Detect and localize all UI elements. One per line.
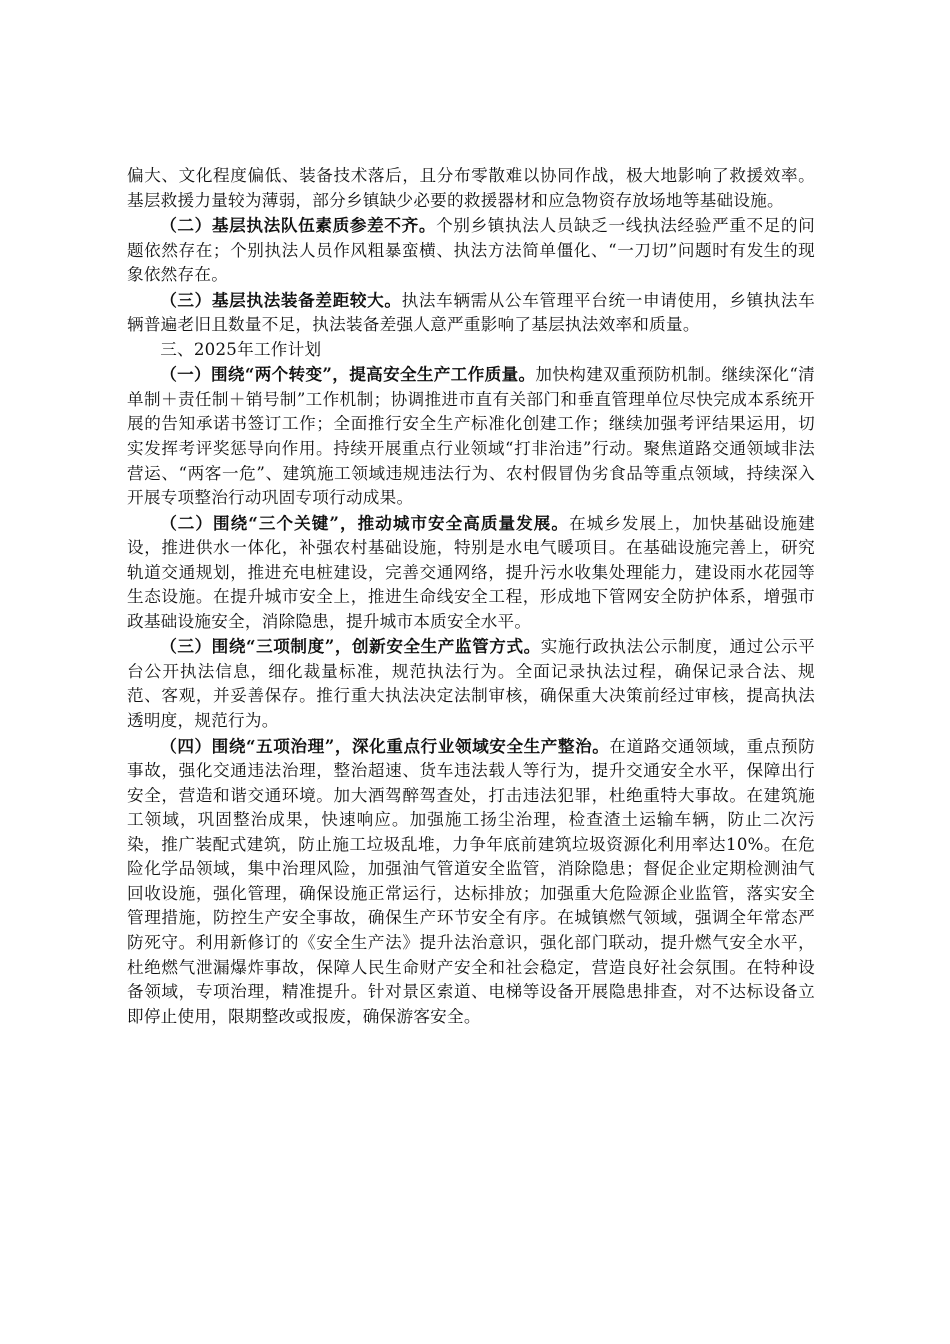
paragraph-plan-1 bbox=[127, 362, 815, 510]
paragraph-continued: 偏大、文化程度偏低、装备技术落后，且分布零散难以协同作战，极大地影响了救援效率。基层救援力量较为薄弱，部分乡镇缺少必要的救援器材和应急物资存放场地等基础设施。 bbox=[127, 166, 815, 210]
document-page bbox=[127, 164, 815, 1029]
paragraph-lead: （三）基层执法装备差距较大。 bbox=[160, 289, 402, 310]
paragraph-lead: （一）围绕“两个转变”，提高安全生产工作质量。 bbox=[160, 364, 536, 385]
section-heading-work-plan: 三、2025年工作计划 bbox=[160, 339, 322, 359]
paragraph-lead: （三）围绕“三项制度”，创新安全生产监管方式。 bbox=[160, 636, 541, 657]
paragraph-plan-2 bbox=[127, 511, 815, 635]
paragraph-body: 在道路交通领域，重点预防事故，强化交通违法治理，整治超速、货车违法载人等行为，提升交通安全水平，保障出行安全，营造和谐交通环境。加大酒驾醉驾查处，打击违法犯罪，杜绝重特大事故。在建筑施工领域，巩固整治成果，快速响应。加强施工扬尘治理，检查渣土运输车辆，防止二次污染，推广装配式建筑，防止施工垃圾乱堆，力争年底前建筑垃圾资源化利用率达10%。在危险化学品领域，集中治理风险，加强油气管道安全监管，消除隐患；督促企业定期检测油气回收设施，强化管理，确保设施正常运行，达标排放；加强重大危险源企业监管，落实安全管理措施，防控生产安全事故，确保生产环节安全有序。在城镇燃气领域，强调全年常态严防死守。利用新修订的《安全生产法》提升法治意识，强化部门联动，提升燃气安全水平，杜绝燃气泄漏爆炸事故，保障人民生命财产安全和社会稳定，营造良好社会氛围。在特种设备领域，专项治理，精准提升。针对景区索道、电梯等设备开展隐患排查，对不达标设备立即停止使用，限期整改或报废，确保游客安全。 bbox=[127, 736, 816, 1026]
paragraph-lead: （二）基层执法队伍素质参差不齐。 bbox=[160, 215, 437, 236]
paragraph-body: 执法车辆需从公车管理平台统一申请使用，乡镇执法车辆普遍老旧且数量不足，执法装备差强人意严重影响了基层执法效率和质量。 bbox=[127, 290, 816, 335]
paragraph-lead: （二）围绕“三个关键”，推动城市安全高质量发展。 bbox=[160, 512, 570, 533]
paragraph-body: 实施行政执法公示制度，通过公示平台公开执法信息，细化裁量标准，规范执法行为。全面记录执法过程，确保记录合法、规范、客观，并妥善保存。推行重大执法决定法制审核，确保重大决策前经过审核，提高执法透明度，规范行为。 bbox=[127, 637, 816, 731]
paragraph-body: 加快构建双重预防机制。继续深化“清单制＋责任制＋销号制”工作机制；协调推进市直有关部门和垂直管理单位尽快完成本系统开展的告知承诺书签订工作；全面推行安全生产标准化创建工作；继续加强考评结果运用，切实发挥考评奖惩导向作用。持续开展重点行业领域“打非治违”行动。聚焦道路交通领域非法营运、“两客一危”、建筑施工领域违规违法行为、农村假冒伪劣食品等重点领域，持续深入开展专项整治行动巩固专项行动成果。 bbox=[127, 365, 815, 508]
paragraph-body: 个别乡镇执法人员缺乏一线执法经验严重不足的问题依然存在；个别执法人员作风粗暴蛮横、执法方法简单僵化、“一刀切”问题时有发生的现象依然存在。 bbox=[127, 216, 816, 285]
paragraph-plan-3 bbox=[127, 634, 815, 733]
paragraph-enforcement-team bbox=[127, 213, 815, 288]
paragraph-lead: （四）围绕“五项治理”，深化重点行业领域安全生产整治。 bbox=[160, 735, 610, 756]
paragraph-body: 在城乡发展上，加快基础设施建设，推进供水一体化，补强农村基础设施，特别是水电气暖项目。在基础设施完善上，研究轨道交通规划，推进充电桩建设，完善交通网络，提升污水收集处理能力，建设雨水花园等生态设施。在提升城市安全上，推进生命线安全工程，形成地下管网安全防护体系，增强市政基础设施安全，消除隐患，提升城市本质安全水平。 bbox=[127, 513, 816, 631]
paragraph-plan-4 bbox=[127, 734, 815, 1030]
paragraph-enforcement-equipment bbox=[127, 288, 815, 338]
